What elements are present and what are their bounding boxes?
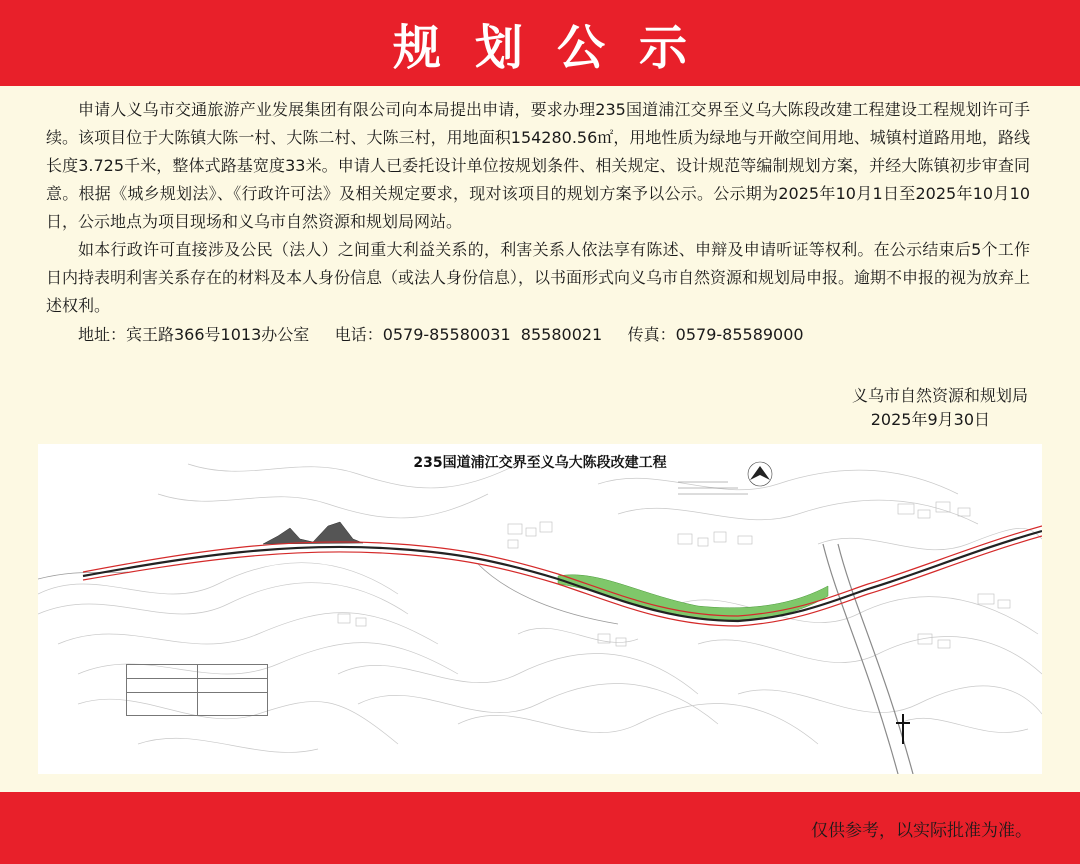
map-drawing bbox=[38, 444, 1042, 774]
contact-line: 地址：宾王路366号1013办公室 电话：0579-85580031 85580021 传真：0579-85589000 bbox=[78, 325, 804, 344]
footer-banner bbox=[0, 792, 1080, 864]
hill-cut-section bbox=[263, 522, 363, 544]
issue-date: 2025年9月30日 bbox=[870, 410, 990, 429]
header-banner bbox=[0, 0, 1080, 86]
signature-block bbox=[808, 384, 1028, 432]
notice-paragraph-1: 申请人义乌市交通旅游产业发展集团有限公司向本局提出申请，要求办理235国道浦江交界至义乌大陈段改建工程建设工程规划许可手续。该项目位于大陈镇大陈一村、大陈二村、大陈三村，用地面积154280.56㎡，用地性质为绿地与开敞空间用地、城镇村道路用地，路线长度3.725千米，整体式路基宽度33米。申请人已委托设计单位按规划条件、相关规定、设计规范等编制规划方案，并经大陈镇初步审查同意。根据《城乡规划法》、《行政许可法》及相关规定要求，现对该项目的规划方案予以公示。公示期为2025年10月1日至2025年10月10日，公示地点为项目现场和义乌市自然资源和规划局网站。 bbox=[46, 100, 1030, 231]
issuing-organization: 义乌市自然资源和规划局 bbox=[851, 386, 1028, 405]
project-stats-table bbox=[126, 664, 268, 716]
site-plan-map bbox=[38, 444, 1042, 774]
disclaimer: 仅供参考，以实际批准为准。 bbox=[811, 821, 1032, 841]
notice-body bbox=[46, 96, 1030, 350]
notice-paragraph-2: 如本行政许可直接涉及公民（法人）之间重大利益关系的，利害关系人依法享有陈述、申辩及申请听证等权利。在公示结束后5个工作日内持表明利害关系存在的材料及本人身份信息（或法人身份信息），以书面形式向义乌市自然资源和规划局申报。逾期不申报的视为放弃上述权利。 bbox=[46, 240, 1031, 315]
scale-bar bbox=[896, 714, 910, 744]
page-title: 规划公示 bbox=[392, 19, 721, 76]
map-title: 235国道浦江交界至义乌大陈段改建工程 bbox=[413, 455, 667, 471]
route-red-boundary-north bbox=[83, 526, 1042, 616]
local-road bbox=[478, 564, 618, 624]
